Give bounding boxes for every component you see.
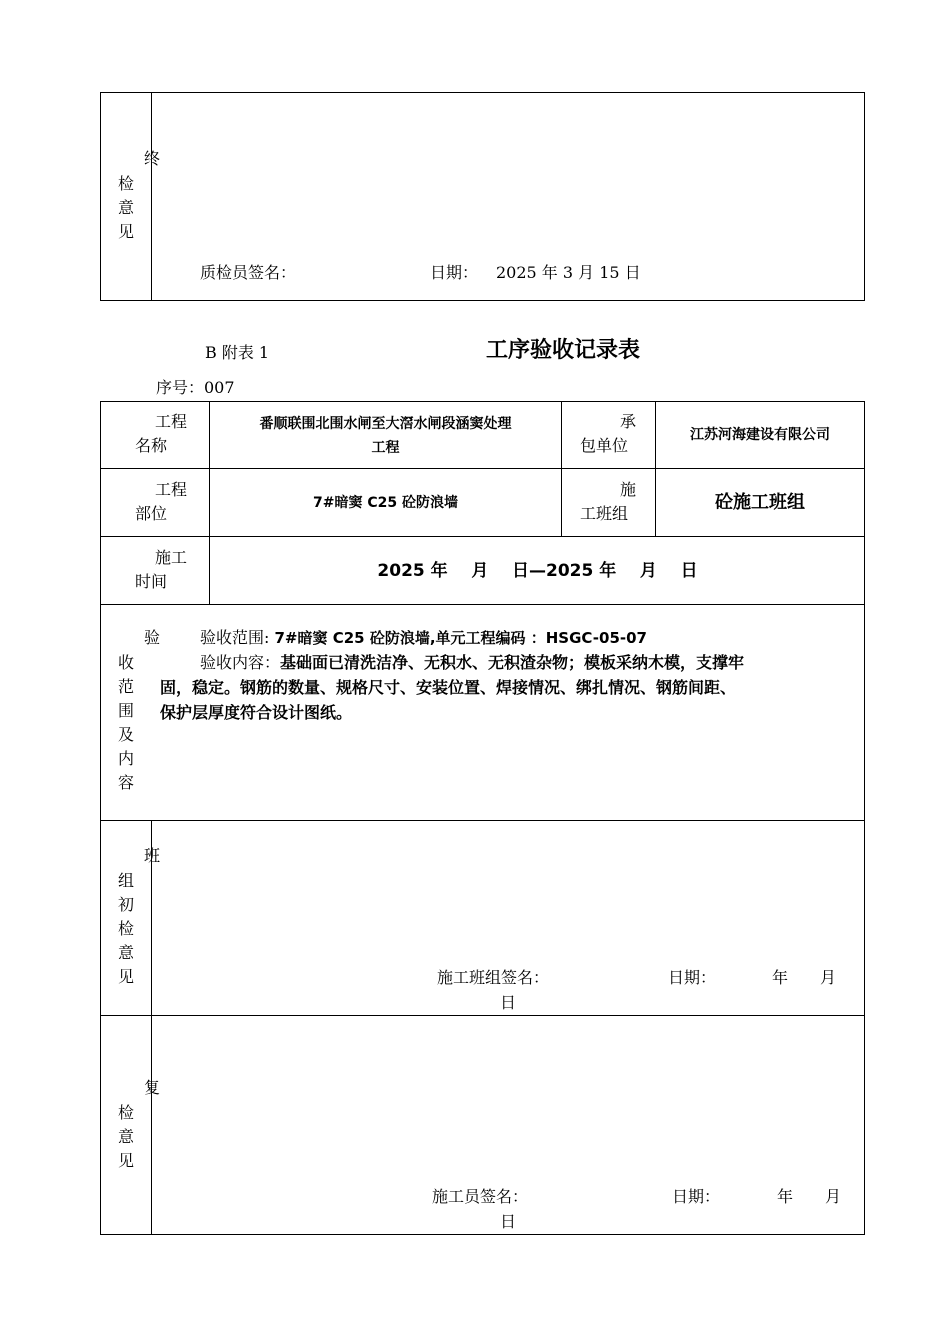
project-name-value: 番顺联围北围水闸至大滘水闸段涵窦处理 工程 [259, 416, 512, 456]
team-label: 施 工班组 [580, 480, 637, 523]
recheck-label-first: 复 [144, 1078, 161, 1097]
time-value: 2025 年 月 日—2025 年 月 日 [377, 561, 698, 581]
scope-content-line-2: 固，稳定。钢筋的数量、规格尺寸、安装位置、焊接情况、绑扎情况、钢筋间距、 [160, 678, 737, 697]
serial-number: 序号：007 [156, 378, 235, 397]
team-sign-label: 施工班组签名： [437, 968, 550, 987]
recheck-label: 检 意 见 [118, 1103, 135, 1170]
recheck-date-label: 日期： [672, 1187, 721, 1206]
recheck-date-year: 年 [777, 1187, 794, 1206]
project-name-label: 工程 名称 [135, 412, 188, 455]
form-title: 工序验收记录表 [486, 338, 641, 363]
part-value: 7#暗窦 C25 砼防浪墙 [313, 495, 458, 511]
row-rule-4 [100, 820, 865, 821]
team-check-label: 组 初 检 意 见 [118, 871, 135, 986]
scope-label: 收 范 围 及 内 容 [118, 653, 135, 792]
inspector-sign-label: 质检员签名： [200, 263, 297, 282]
scope-label-first: 验 [144, 628, 161, 647]
recheck-date-month: 月 [825, 1187, 842, 1206]
col-rule-mid-1 [561, 401, 562, 536]
scope-range-prefix: 验收范围: [200, 628, 270, 647]
final-check-label: 检 意 见 [118, 174, 135, 241]
time-label: 施工 时间 [135, 548, 188, 591]
row-rule-2 [100, 536, 865, 537]
team-date-year: 年 [772, 968, 789, 987]
appendix-label: B 附表 1 [205, 343, 270, 362]
team-check-label-first: 班 [144, 846, 161, 865]
team-date-label: 日期： [668, 968, 717, 987]
team-date-day: 日 [500, 993, 517, 1012]
final-check-label-first: 终 [144, 149, 161, 168]
recheck-date-day: 日 [500, 1212, 517, 1231]
final-date-value: 2025 年 3 月 15 日 [496, 263, 641, 282]
part-label: 工程 部位 [135, 480, 188, 523]
form-table [100, 401, 865, 1235]
team-value: 砼施工班组 [715, 492, 805, 513]
scope-range-value: 7#暗窦 C25 砼防浪墙,单元工程编码 ：HSGC-05-07 [274, 629, 647, 647]
recheck-sign-label: 施工员签名： [432, 1187, 529, 1206]
recheck-divider [151, 1015, 152, 1235]
contractor-label: 承 包单位 [580, 412, 637, 455]
scope-range-line [200, 626, 647, 650]
scope-content-prefix: 验收内容： [200, 653, 281, 672]
final-date-label: 日期： [430, 263, 479, 282]
team-date-month: 月 [820, 968, 837, 987]
final-check-divider [151, 92, 152, 301]
row-rule-3 [100, 604, 865, 605]
scope-content-line-3: 保护层厚度符合设计图纸。 [160, 703, 353, 722]
row-rule-5 [100, 1015, 865, 1016]
contractor-value: 江苏河海建设有限公司 [690, 427, 830, 443]
scope-content-line-1 [200, 651, 744, 675]
scope-content-text-1: 基础面已清洗洁净、无积水、无积渣杂物；模板采纳木模，支撑牢 [280, 653, 745, 672]
row-rule-1 [100, 468, 865, 469]
